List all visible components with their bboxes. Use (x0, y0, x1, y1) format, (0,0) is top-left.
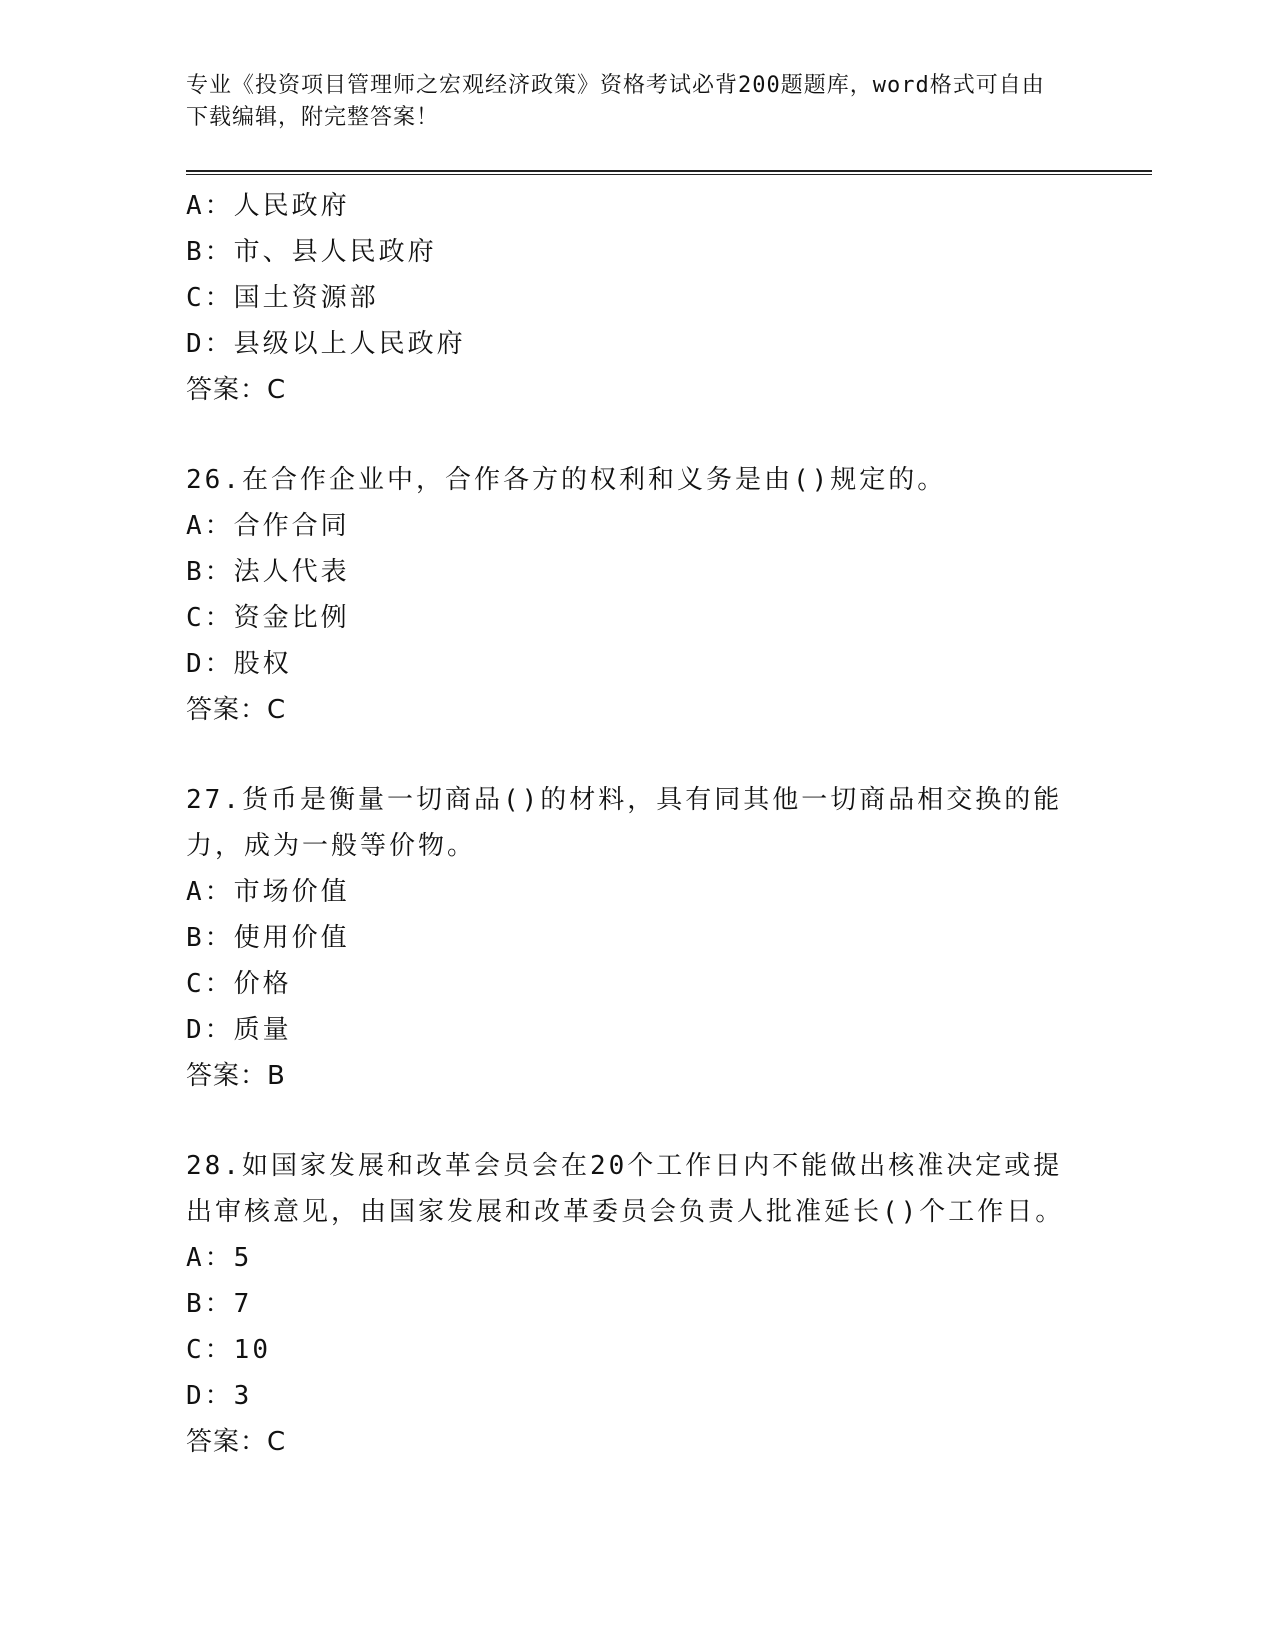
option-key: A (186, 877, 205, 907)
option-key: C (186, 969, 205, 999)
option-a: A：合作合同 (186, 511, 350, 541)
option-c: C：价格 (186, 969, 292, 999)
option-text: 资金比例 (233, 603, 350, 633)
option-a: A：市场价值 (186, 877, 350, 907)
option-d: D：3 (186, 1381, 253, 1411)
option-key: B (186, 237, 205, 267)
answer-line: 答案：C (186, 375, 287, 405)
option-key: D (186, 649, 205, 679)
option-b: B：7 (186, 1289, 253, 1319)
question-27 (186, 777, 1146, 1099)
question-stem: 27.货币是衡量一切商品()的材料，具有同其他一切商品相交换的能力，成为一般等价物。 (186, 785, 1063, 861)
option-b: B：市、县人民政府 (186, 237, 437, 267)
option-key: D (186, 329, 205, 359)
question-28 (186, 1143, 1146, 1465)
option-text: 质量 (233, 1015, 292, 1045)
option-text: 使用价值 (233, 923, 350, 953)
option-key: B (186, 557, 205, 587)
option-key: A (186, 191, 205, 221)
option-b: B：法人代表 (186, 557, 350, 587)
question-stem: 28.如国家发展和改革会员会在20个工作日内不能做出核准决定或提出审核意见，由国家发展和改革委员会负责人批准延长()个工作日。 (186, 1151, 1065, 1227)
answer-line: 答案：C (186, 695, 287, 725)
option-key: C (186, 283, 205, 313)
option-text: 法人代表 (233, 557, 350, 587)
option-text: 国土资源部 (233, 283, 379, 313)
document-header: 专业《投资项目管理师之宏观经济政策》资格考试必背200题题库，word格式可自由下载编辑，附完整答案！ (186, 73, 1045, 130)
answer-line: 答案：C (186, 1427, 287, 1457)
option-text: 市、县人民政府 (233, 237, 437, 267)
option-c: C：资金比例 (186, 603, 350, 633)
header-divider (186, 170, 1152, 175)
option-c: C：国土资源部 (186, 283, 379, 313)
option-text: 3 (233, 1381, 253, 1411)
option-key: C (186, 1335, 205, 1365)
option-key: B (186, 1289, 205, 1319)
option-d: D：县级以上人民政府 (186, 329, 466, 359)
option-text: 合作合同 (233, 511, 350, 541)
option-text: 县级以上人民政府 (233, 329, 466, 359)
option-text: 人民政府 (233, 191, 350, 221)
option-key: A (186, 511, 205, 541)
option-key: B (186, 923, 205, 953)
option-a: A：5 (186, 1243, 253, 1273)
answer-line: 答案：B (186, 1061, 286, 1091)
option-text: 价格 (233, 969, 292, 999)
continued-question (186, 183, 1146, 413)
option-b: B：使用价值 (186, 923, 350, 953)
option-key: A (186, 1243, 205, 1273)
option-key: C (186, 603, 205, 633)
option-a: A：人民政府 (186, 191, 350, 221)
option-text: 10 (233, 1335, 271, 1365)
question-stem: 26.在合作企业中，合作各方的权利和义务是由()规定的。 (186, 465, 947, 495)
option-text: 市场价值 (233, 877, 350, 907)
option-key: D (186, 1015, 205, 1045)
option-text: 7 (233, 1289, 253, 1319)
question-26 (186, 457, 1146, 733)
option-c: C：10 (186, 1335, 271, 1365)
option-d: D：股权 (186, 649, 292, 679)
document-page (186, 70, 1146, 1465)
option-key: D (186, 1381, 205, 1411)
option-text: 5 (233, 1243, 253, 1273)
option-text: 股权 (233, 649, 292, 679)
option-d: D：质量 (186, 1015, 292, 1045)
